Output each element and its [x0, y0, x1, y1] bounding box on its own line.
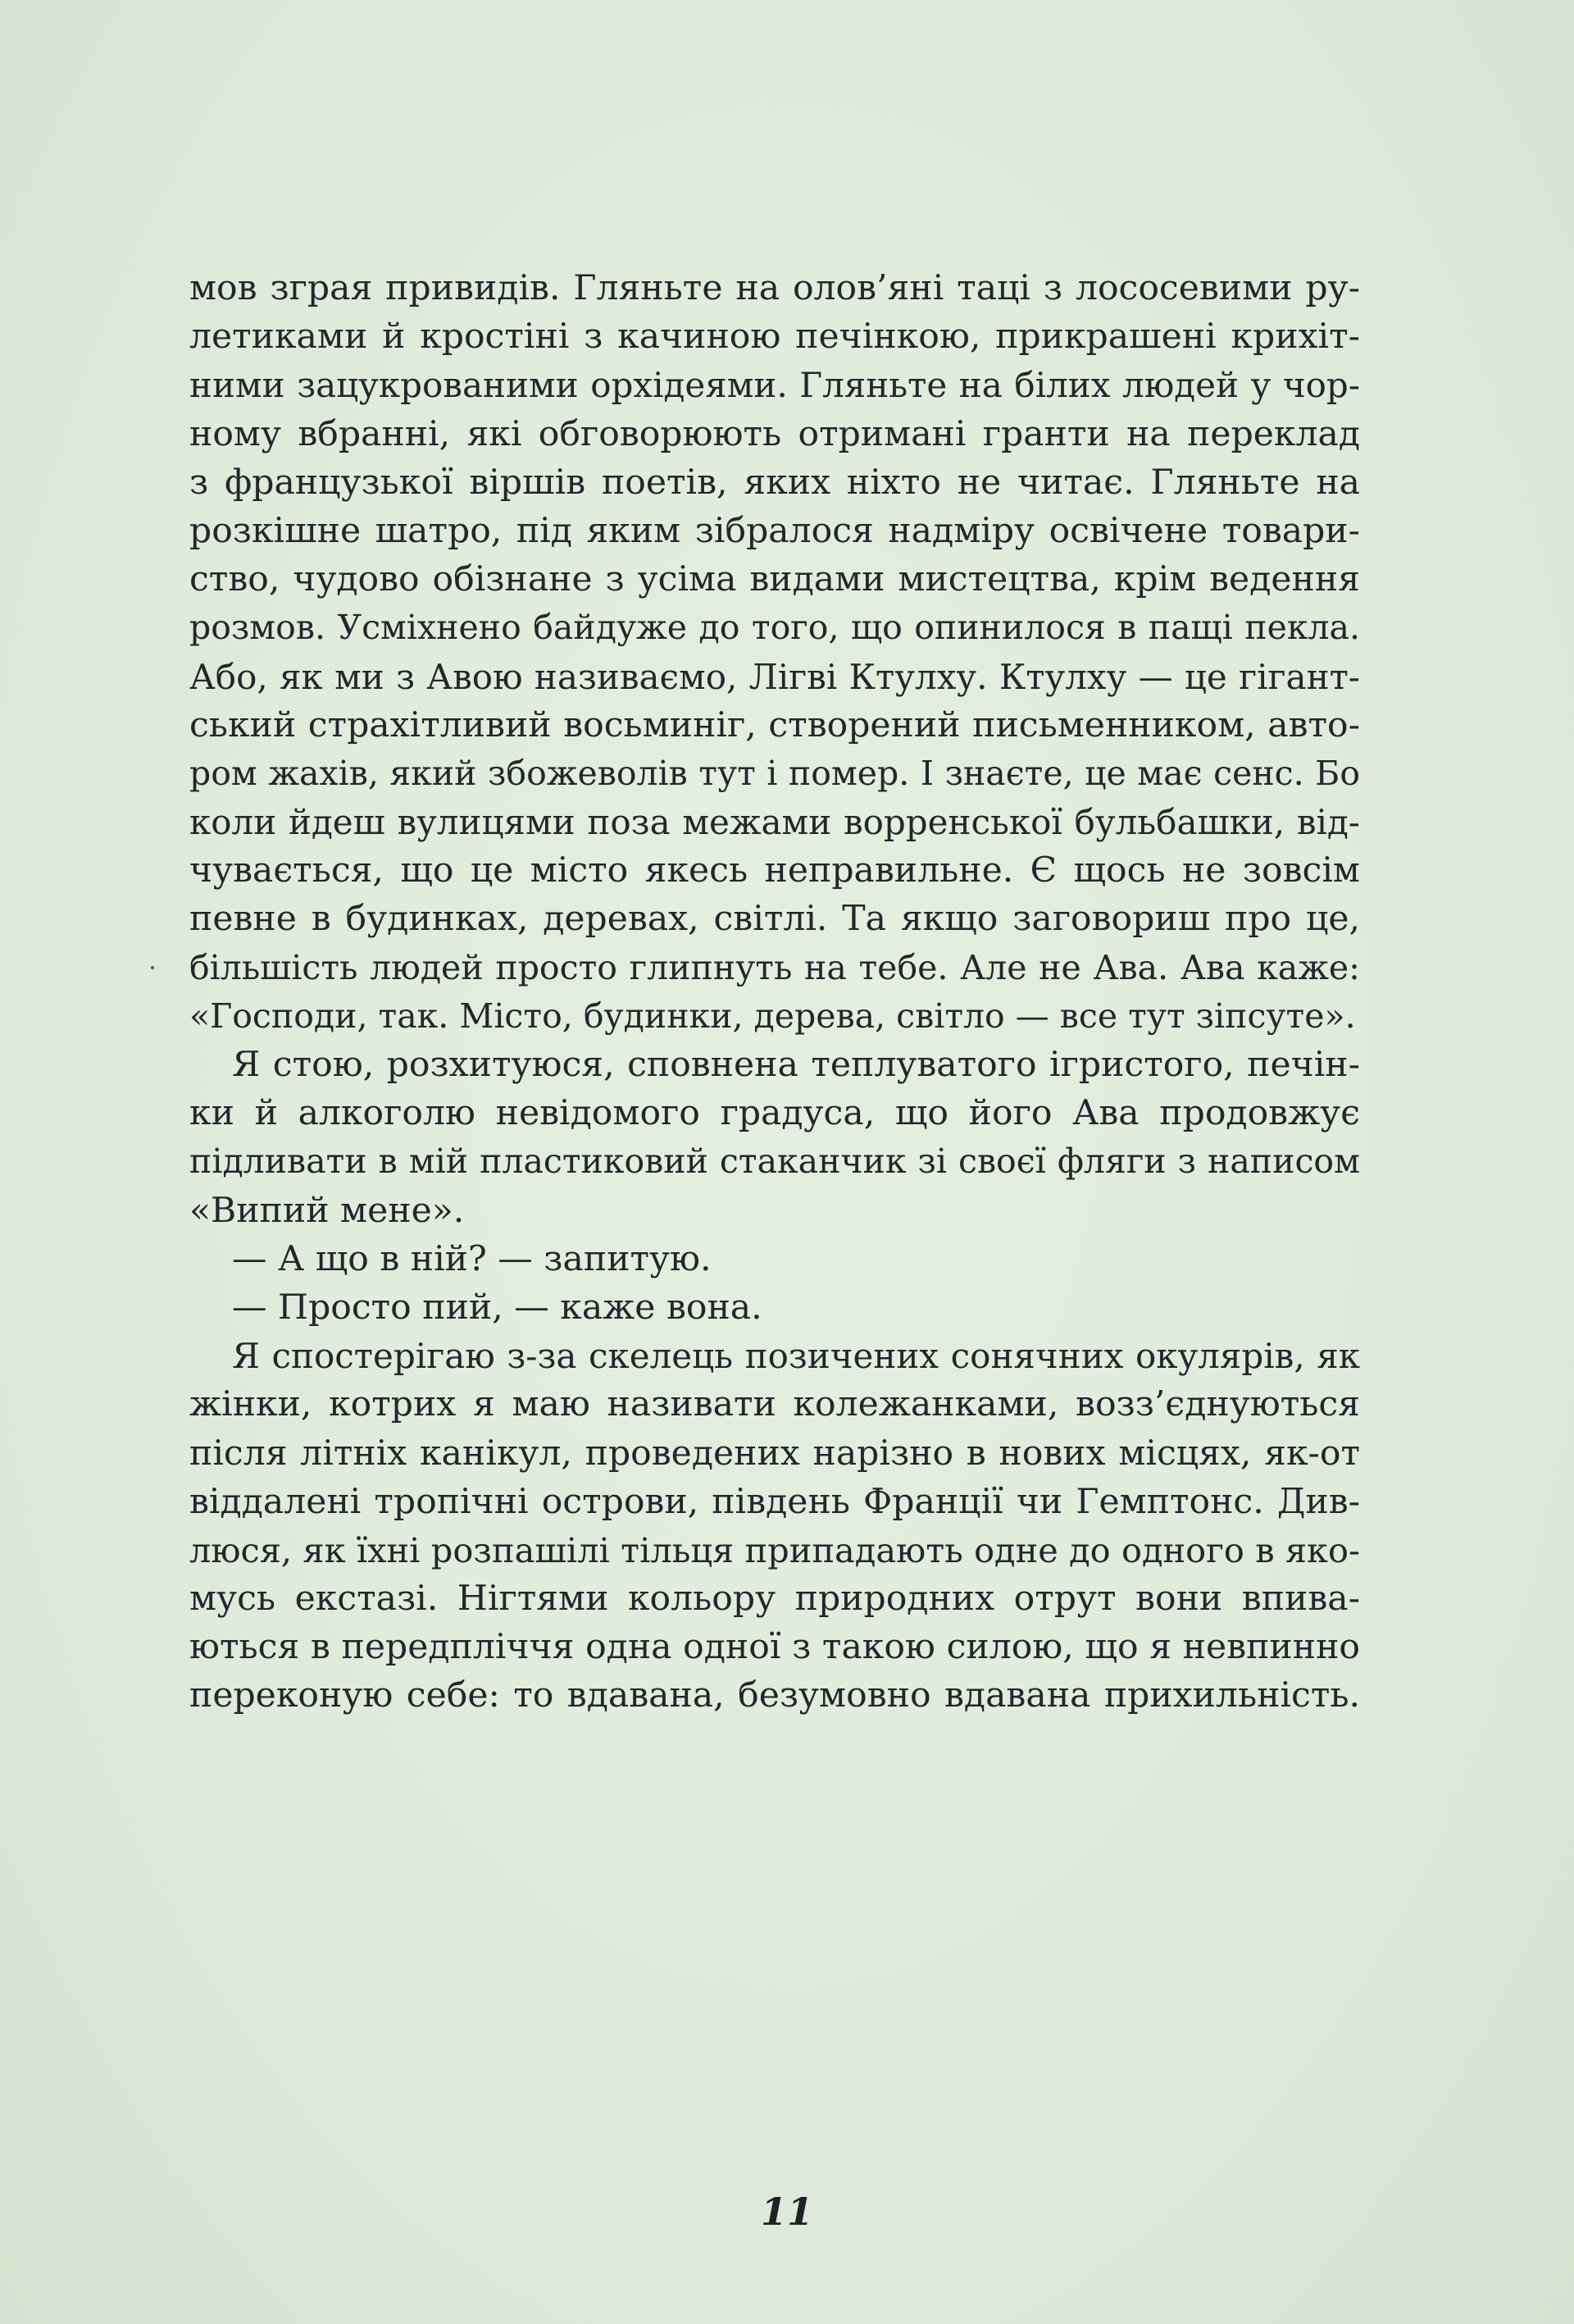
paragraph — [189, 1235, 1360, 1283]
text-line: ються в передпліччя одна одної з такою силою, що я невпинно — [189, 1627, 1360, 1668]
text-line: мов зграя привидів. Гляньте на олов’яні таці з лососевими ру- — [189, 268, 1360, 308]
text-line: більшість людей просто глипнуть на тебе. Але не Ава. Ава каже: — [189, 947, 1360, 987]
text-line: жінки, котрих я маю називати колежанками, возз’єднуються — [189, 1384, 1360, 1425]
text-line: чувається, що це місто якесь неправильне. Є щось не зовсім — [189, 850, 1360, 891]
text-line: певне в будинках, деревах, світлі. Та якщо заговориш про це, — [189, 899, 1360, 940]
text-line: — А що в ній? — запитую. — [232, 1238, 712, 1279]
text-line: «Господи, так. Місто, будинки, дерева, світло — все тут зіпсуте». — [189, 996, 1356, 1036]
text-line: Я спостерігаю з-за скелець позичених сонячних окулярів, як — [232, 1336, 1360, 1377]
text-line: ство, чудово обізнане з усіма видами мистецтва, крім ведення — [189, 559, 1360, 600]
text-line: після літніх канікул, проведених нарізно в нових місцях, як-от — [189, 1433, 1360, 1474]
text-line: мусь екстазі. Нігтями кольору природних отрут вони впива- — [189, 1579, 1360, 1620]
text-line: — Просто пий, — каже вона. — [232, 1287, 762, 1328]
text-line: розкішне шатро, під яким зібралося надміру освічене товари- — [189, 510, 1360, 551]
text-line: ки й алкоголю невідомого градуса, що його Ава продовжує — [189, 1093, 1360, 1134]
paragraph — [189, 1332, 1360, 1720]
paragraph — [189, 1041, 1360, 1235]
body-text — [189, 264, 1360, 1720]
text-line: ними зацукрованими орхідеями. Гляньте на білих людей у чор- — [189, 365, 1360, 406]
text-line: віддалені тропічні острови, південь Франції чи Гемптонс. Див- — [189, 1481, 1360, 1522]
text-line: люся, як їхні розпашілі тільця припадають одне до одного в яко- — [189, 1529, 1360, 1570]
text-line: ром жахів, який збожеволів тут і помер. І знаєте, це має сенс. Бо — [189, 753, 1360, 793]
text-line: підливати в мій пластиковий стаканчик зі своєї фляги з написом — [189, 1141, 1360, 1182]
page-number: 11 — [760, 2190, 813, 2234]
text-line: розмов. Усміхнено байдуже до того, що опинилося в пащі пекла. — [189, 608, 1360, 648]
text-line: ному вбранні, які обговорюють отримані гранти на переклад — [189, 413, 1360, 454]
text-line: з французької віршів поетів, яких ніхто не читає. Гляньте на — [189, 462, 1360, 503]
text-line: Або, як ми з Авою називаємо, Лігві Ктулху. Ктулху — це гігант- — [189, 656, 1360, 697]
paragraph — [189, 264, 1360, 1041]
page-speck — [151, 966, 154, 969]
paragraph — [189, 1283, 1360, 1332]
text-line: коли йдеш вулицями поза межами ворренської бульбашки, від- — [189, 802, 1360, 843]
text-line: ський страхітливий восьминіг, створений письменником, авто- — [189, 704, 1360, 745]
text-line: переконую себе: то вдавана, безумовно вдавана прихильність. — [189, 1675, 1360, 1716]
text-line: летиками й кростіні з качиною печінкою, прикрашені крихіт- — [189, 317, 1360, 358]
text-line: Я стою, розхитуюся, сповнена теплуватого ігристого, печін- — [232, 1045, 1360, 1085]
text-line: «Випий мене». — [189, 1190, 465, 1231]
